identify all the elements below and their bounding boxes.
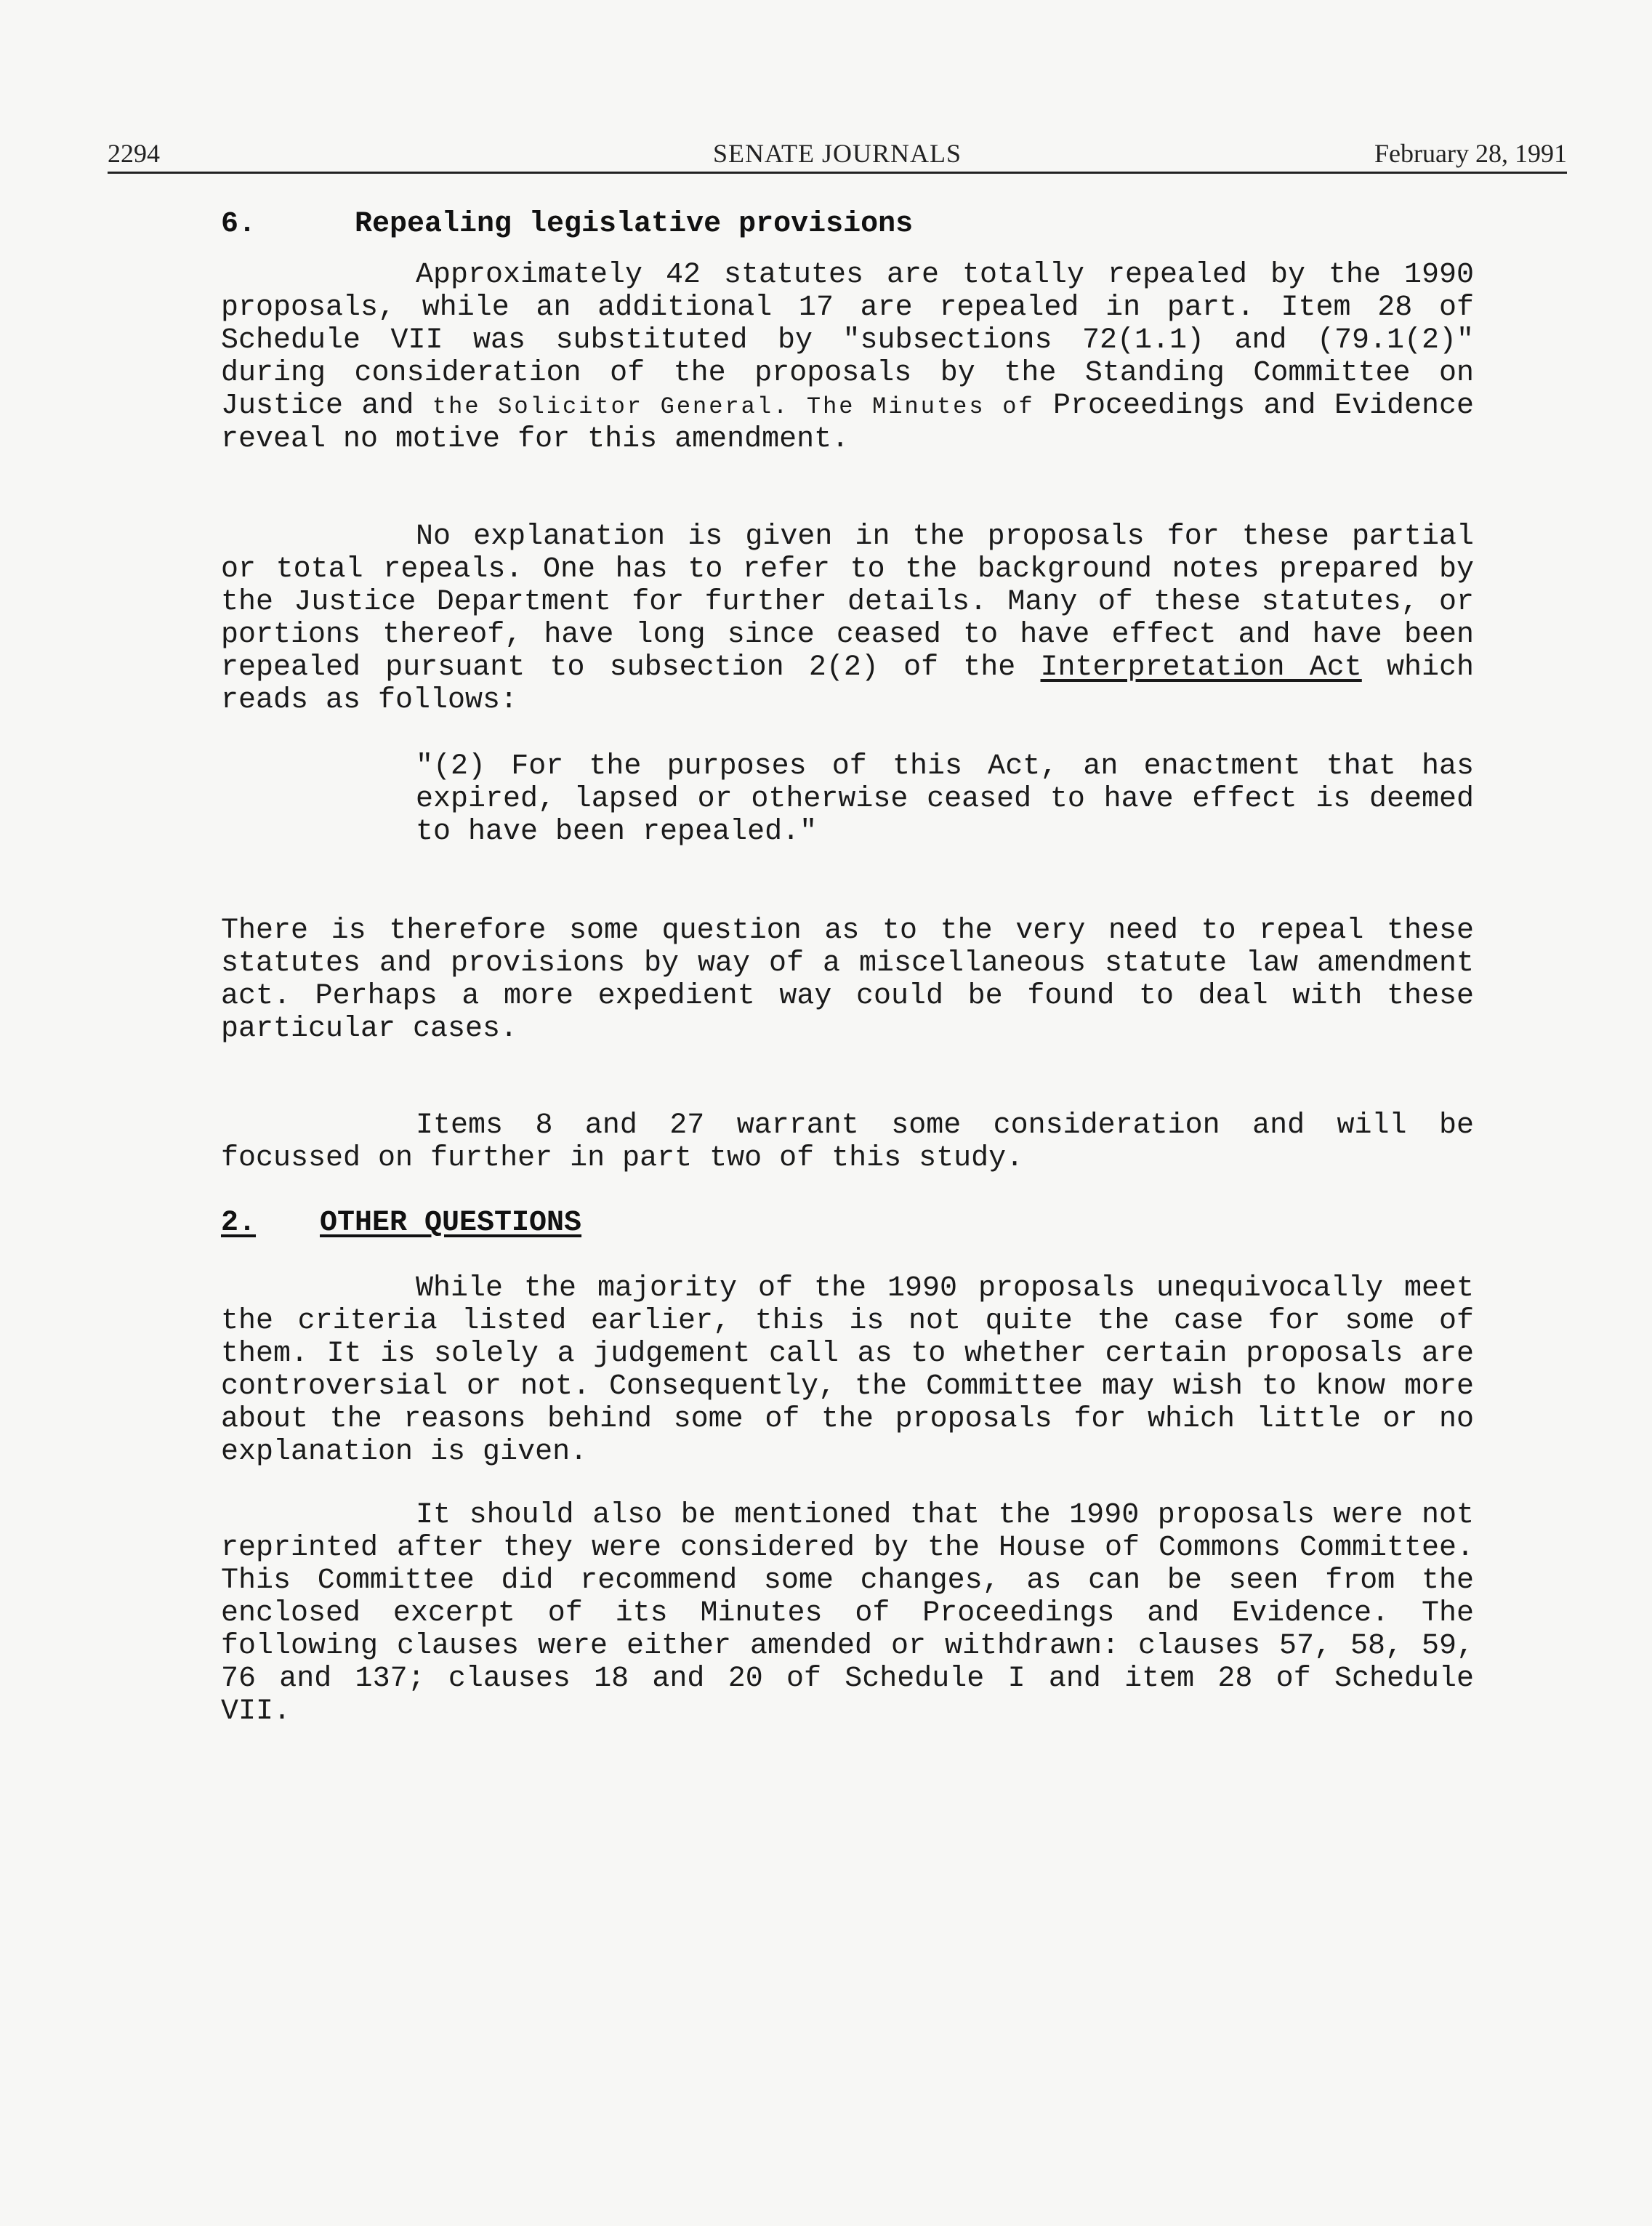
section-6-number: 6.	[221, 208, 257, 241]
running-header	[108, 135, 1567, 174]
paragraph-question-repeal: There is therefore some question as to the very need to repeal these statutes and provisions by way of a miscellaneous statute law amendment act. Perhaps a more expedient way could be found to deal with these particular cases.	[221, 915, 1474, 1045]
paragraph-items-8-27: Items 8 and 27 warrant some consideration and will be focussed on further in part two of this study.	[221, 1109, 1474, 1175]
block-quote-subsection: "(2) For the purposes of this Act, an enactment that has expired, lapsed or otherwise ceased to have effect is deemed to have been repealed."	[416, 750, 1474, 848]
paragraph-repeal-count: Approximately 42 statutes are totally repealed by the 1990 proposals, while an additional 17 are repealed in part. Item 28 of Schedule VII was substituted by "subsections 72(1.1) and (79.1(2)" during consideration of the proposals by the Standing Committee on Justice and the Solicitor General. The Minutes of Proceedings and Evidence reveal no motive for this amendment.	[221, 259, 1475, 456]
section-2-number: 2.	[221, 1207, 257, 1239]
paragraph-not-reprinted: It should also be mentioned that the 1990 proposals were not reprinted after they were considered by the House of Commons Committee. This Committee did recommend some changes, as can be seen from the enclosed excerpt of its Minutes of Proceedings and Evidence. The following clauses were either amended or withdrawn: clauses 57, 58, 59, 76 and 137; clauses 18 and 20 of Schedule I and item 28 of Schedule VII.	[221, 1499, 1474, 1728]
header-date: February 28, 1991	[1374, 139, 1567, 168]
paragraph-no-explanation: No explanation is given in the proposals for these partial or total repeals. One has to refer to the background notes prepared by the Justice Department for further details. Many of these statutes, or portions thereof, have long since ceased to have effect and have been repealed pursuant to subsection 2(2) of the Interpretation Act which reads as follows:	[221, 521, 1474, 717]
paragraph-majority-proposals: While the majority of the 1990 proposals unequivocally meet the criteria listed earlier, this is not quite the case for some of them. It is solely a judgement call as to whether certain proposals are controversial or not. Consequently, the Committee may wish to know more about the reasons behind some of the proposals for which little or no explanation is given.	[221, 1272, 1474, 1468]
interpretation-act-reference: Interpretation Act	[1040, 651, 1362, 684]
page-number: 2294	[108, 139, 160, 168]
journal-title: SENATE JOURNALS	[712, 139, 962, 168]
section-6-title: Repealing legislative provisions	[355, 208, 914, 241]
section-2-title: OTHER QUESTIONS	[320, 1207, 582, 1239]
